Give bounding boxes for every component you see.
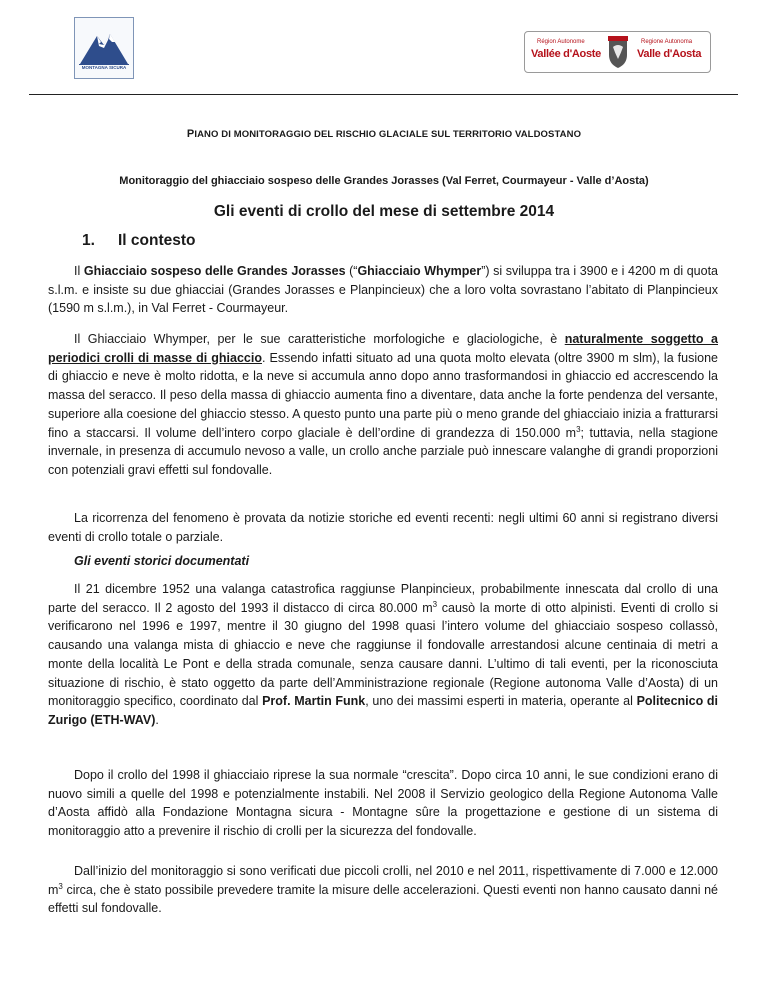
text: .	[155, 712, 159, 727]
paragraph-2	[48, 330, 718, 480]
region-logo-it-line1: Regione Autonoma	[641, 39, 693, 45]
monitoring-title: Monitoraggio del ghiacciaio sospeso delle Grandes Jorasses (Val Ferret, Courmayeur - Valle d’Aosta)	[119, 175, 649, 187]
plan-title-initial: P	[186, 128, 195, 140]
text: circa, che è stato possibile prevedere tramite la misure delle accelerazioni. Questi eventi non hanno causato danni né effetti sul fondovalle.	[48, 882, 718, 916]
plan-title-rest: IANO DI MONITORAGGIO DEL RISCHIO GLACIALE SUL TERRITORIO VALDOSTANO	[194, 129, 582, 140]
region-logo	[524, 31, 711, 73]
section-title: Il contesto	[118, 232, 196, 249]
emphasis: Prof. Martin Funk	[262, 694, 366, 709]
text: . Essendo infatti situato ad una quota molto elevata (oltre 3900 m slm), la fusione di ghiaccio e neve è molto ridotta, e la neve si accumula anno dopo anno trasformandosi in ghiaccio ed accrescendo la massa del seracco. Il peso della massa di ghiaccio aumenta fino a diventare, data anche la forte pendenza del versante, superiore alla coesione del ghiaccio stesso. A questo punto una parte più o meno grande del ghiacciaio inizia a fratturarsi fino a staccarsi. Il volume dell’intero corpo glaciale è dell’ordine di grandezza di 150.000 m	[48, 350, 718, 440]
superscript: 3	[576, 424, 581, 434]
text: Il	[74, 264, 84, 278]
subheading: Gli eventi storici documentati	[74, 554, 250, 568]
text: ; tuttavia, nella stagione invernale, in presenza di accumulo nevoso a valle, un crollo anche parziale può innescare valanghe di grandi proporzioni con potenziali gravi effetti sul fondovalle.	[48, 425, 718, 477]
document-title: Gli eventi di crollo del mese di settembre 2014	[213, 203, 555, 220]
regional-crest-icon	[605, 35, 631, 69]
text: (“	[345, 264, 358, 278]
text: , uno dei massimi esperti in materia, operante al	[365, 694, 637, 709]
emphasis: Ghiacciaio sospeso delle Grandes Jorasses	[83, 264, 346, 278]
underlined-emphasis: naturalmente soggetto a periodici crolli di masse di ghiaccio	[48, 332, 718, 365]
logo-caption: MONTAGNA SICURA	[81, 65, 127, 70]
plan-title	[0, 128, 768, 140]
section-number: 1.	[82, 232, 95, 249]
text: Il Ghiacciaio Whymper, per le sue caratteristiche morfologiche e glaciologiche, è	[74, 332, 565, 346]
emphasis: Politecnico di Zurigo (ETH-WAV)	[48, 694, 719, 727]
paragraph-5: Dopo il crollo del 1998 il ghiacciaio riprese la sua normale “crescita”. Dopo circa 10 anni, le sue condizioni erano di nuovo simili a quelle del 1998 e potenzialmente instabili. Nel 2008 il Servizio geologico della Regione Autonoma Valle d’Aosta affidò alla Fondazione Montagna sicura - Montagne sûre la progettazione e gestione di un sistema di monitoraggio atto a prevenire il rischio di crolli per la sicurezza del fondovalle.	[48, 768, 718, 839]
superscript: 3	[432, 599, 438, 609]
paragraph-4	[48, 580, 718, 730]
text: Dall’inizio del monitoraggio si sono verificati due piccoli crolli, nel 2010 e nel 2011, rispettivamente di 7.000 e 12.000 m	[48, 864, 718, 897]
text: causò la morte di otto alpinisti. Eventi di crollo si verificarono nel 1996 e 1997, mentre il 30 giugno del 1998 quasi l’intero volume del ghiacciaio sospeso collassò, causando una valanga mista di ghiaccio e neve che raggiunse il fondovalle arrestandosi alcune centinaia di metri a monte della località Le Pont e della strada comunale, senza causare danni. L’ultimo di tali eventi, per la riconosciuta situazione di rischio, è stato oggetto da parte dell’Amministrazione regionale (Regione autonoma Valle d’Aosta) di un monitoraggio specifico, coordinato dal	[48, 600, 718, 709]
emphasis: Ghiacciaio Whymper	[357, 264, 482, 278]
montagna-sicura-logo	[74, 17, 134, 79]
paragraph-3: La ricorrenza del fenomeno è provata da notizie storiche ed eventi recenti: negli ultimi 60 anni si registrano diversi eventi di crollo totale o parziale.	[48, 511, 718, 544]
region-logo-fr-line1: Région Autonome	[537, 39, 585, 45]
text: Il 21 dicembre 1952 una valanga catastrofica raggiunse Planpincieux, probabilmente innescata dal crollo di una parte del seracco. Il 2 agosto del 1993 il distacco di circa 80.000 m	[48, 582, 718, 615]
region-logo-it-line2: Valle d'Aosta	[637, 48, 702, 60]
paragraph-6	[48, 862, 718, 918]
text: ”) si sviluppa tra i 3900 e i 4200 m di quota s.l.m. e insiste su due ghiacciai (Grandes Jorasses e Planpincieux) che a loro volta sovrastano l’abitato di Planpincieux (1590 m s.l.m.), in Val Ferret - Courmayeur.	[48, 264, 718, 316]
superscript: 3	[58, 881, 63, 891]
region-logo-fr-line2: Vallée d'Aoste	[531, 48, 601, 60]
paragraph-1	[48, 262, 718, 318]
header-divider	[29, 94, 738, 95]
